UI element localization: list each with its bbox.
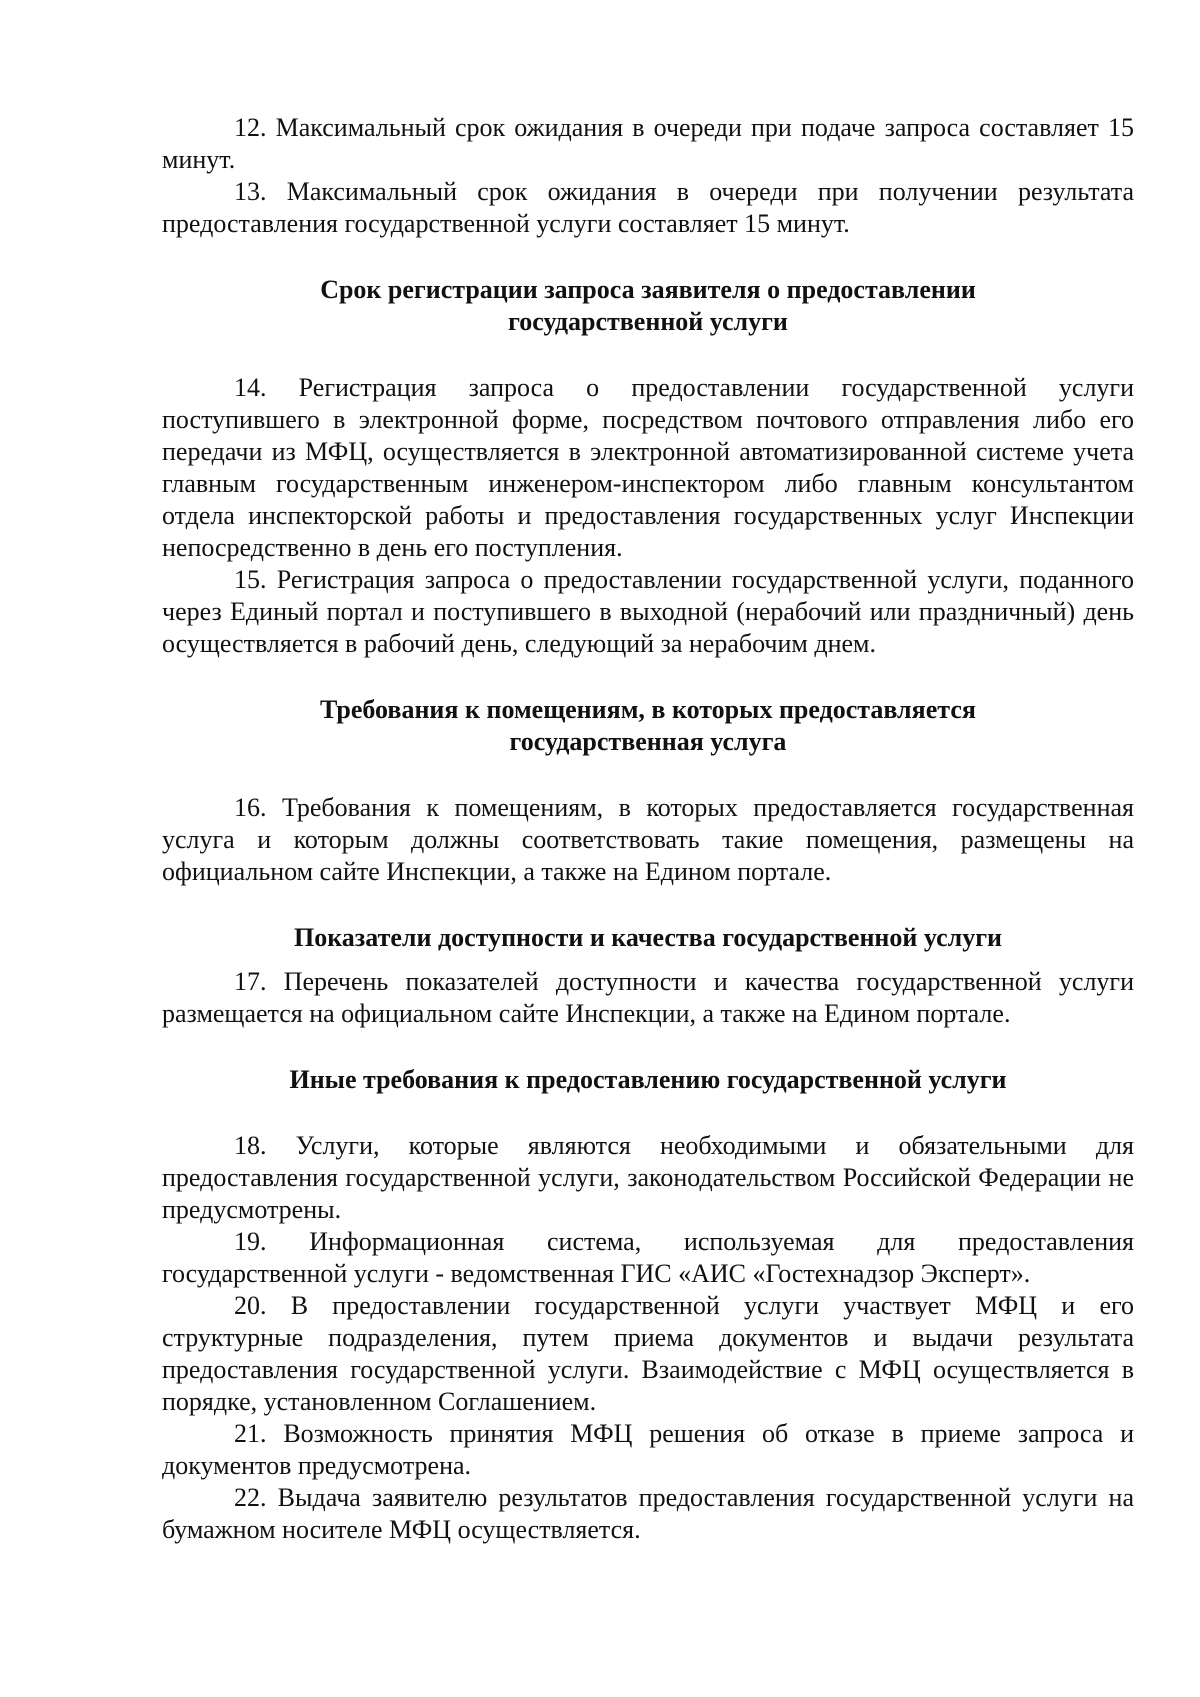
document-page <box>162 112 1134 1546</box>
heading-accessibility-quality: Показатели доступности и качества государственной услуги <box>293 923 1003 952</box>
heading-premises-requirements-line2: государственная услуга <box>509 727 787 756</box>
heading-registration-term-line2: государственной услуги <box>508 307 788 336</box>
paragraph-13: 13. Максимальный срок ожидания в очереди при получении результата предоставления государственной услуги составляет 15 минут. <box>162 177 1134 238</box>
paragraph-15: 15. Регистрация запроса о предоставлении государственной услуги, поданного через Единый портал и поступившего в выходной (нерабочий или праздничный) день осуществляется в рабочий день, следующий за нерабочим днем. <box>162 565 1134 658</box>
heading-registration-term <box>162 274 1134 338</box>
heading-registration-term-line1: Срок регистрации запроса заявителя о предоставлении <box>320 275 976 304</box>
paragraph-20: 20. В предоставлении государственной услуги участвует МФЦ и его структурные подразделения, путем приема документов и выдачи результата предоставления государственной услуги. Взаимодействие с МФЦ осуществляется в порядке, установленном Соглашением. <box>162 1291 1134 1416</box>
paragraph-21: 21. Возможность принятия МФЦ решения об отказе в приеме запроса и документов предусмотрена. <box>162 1419 1134 1480</box>
paragraph-14: 14. Регистрация запроса о предоставлении государственной услуги поступившего в электронной форме, посредством почтового отправления либо его передачи из МФЦ, осуществляется в электронной автоматизированной системе учета главным государственным инженером-инспектором либо главным консультантом отдела инспекторской работы и предоставления государственных услуг Инспекции непосредственно в день его поступления. <box>162 373 1134 562</box>
paragraph-17: 17. Перечень показателей доступности и качества государственной услуги размещается на официальном сайте Инспекции, а также на Едином портале. <box>162 967 1134 1028</box>
paragraph-18: 18. Услуги, которые являются необходимыми и обязательными для предоставления государственной услуги, законодательством Российской Федерации не предусмотрены. <box>162 1131 1134 1224</box>
paragraph-12: 12. Максимальный срок ожидания в очереди при подаче запроса составляет 15 минут. <box>162 113 1134 174</box>
paragraph-19: 19. Информационная система, используемая для предоставления государственной услуги - ведомственная ГИС «АИС «Гостехнадзор Эксперт». <box>162 1227 1134 1288</box>
paragraph-16: 16. Требования к помещениям, в которых предоставляется государственная услуга и которым должны соответствовать такие помещения, размещены на официальном сайте Инспекции, а также на Едином портале. <box>162 793 1134 886</box>
paragraph-22: 22. Выдача заявителю результатов предоставления государственной услуги на бумажном носителе МФЦ осуществляется. <box>162 1483 1134 1544</box>
heading-premises-requirements-line1: Требования к помещениям, в которых предоставляется <box>320 695 976 724</box>
heading-premises-requirements <box>162 694 1134 758</box>
heading-other-requirements: Иные требования к предоставлению государственной услуги <box>289 1065 1007 1094</box>
